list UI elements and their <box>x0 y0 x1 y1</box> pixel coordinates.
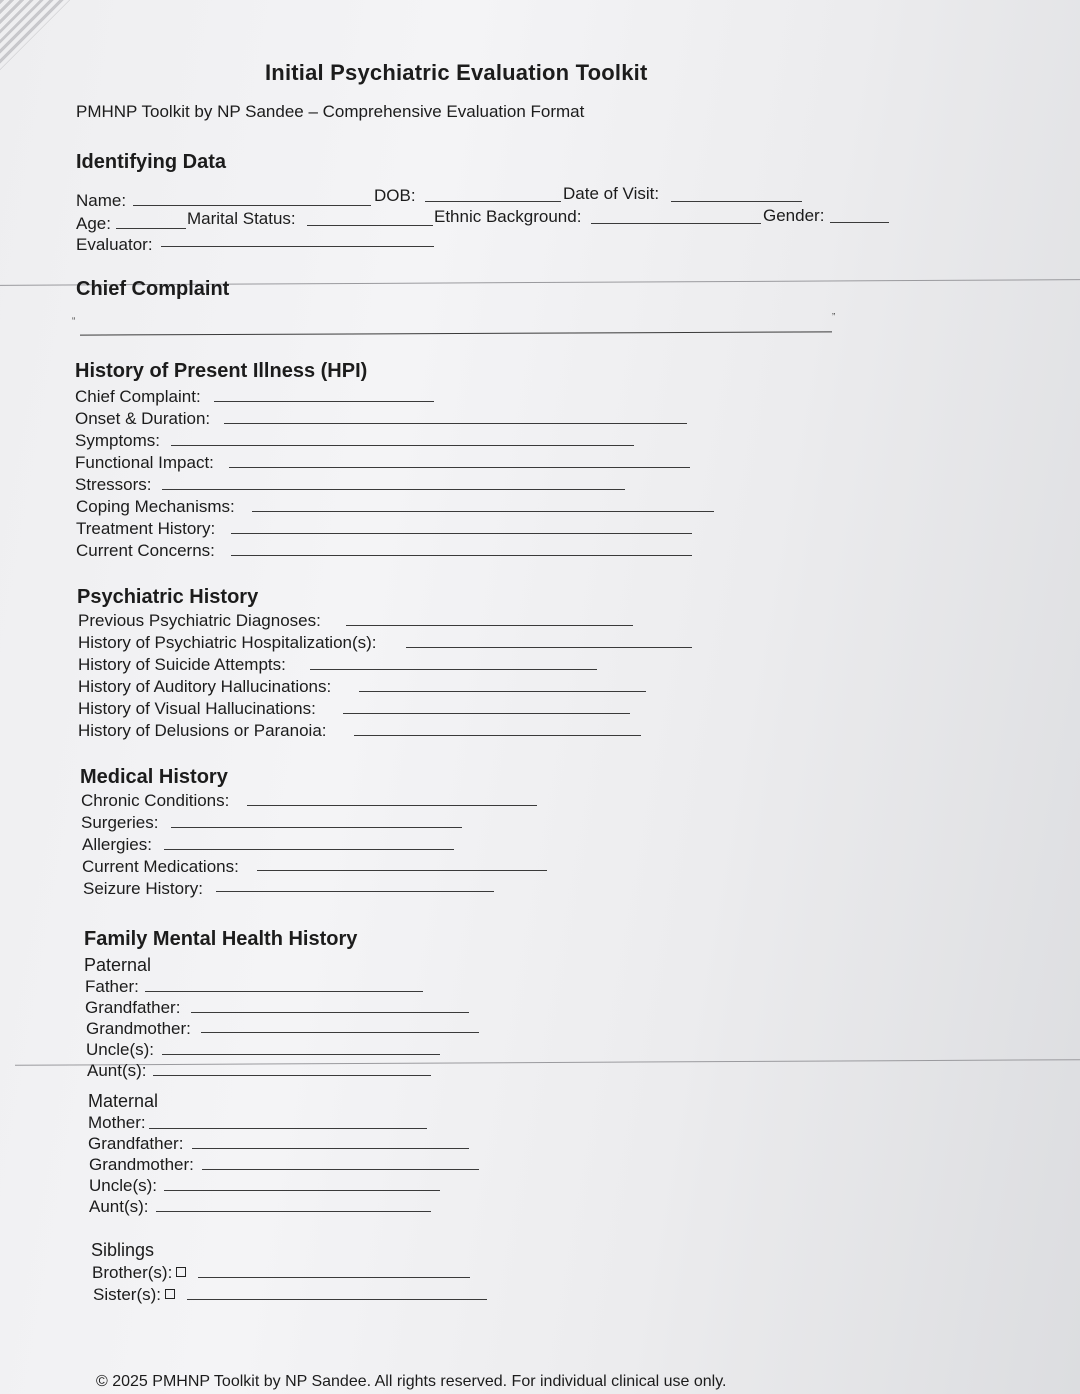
date-of-visit-label: Date of Visit: <box>563 184 660 203</box>
paternal-label: Paternal <box>84 955 152 975</box>
sisters-checkbox[interactable] <box>165 1289 175 1299</box>
brothers-checkbox[interactable] <box>176 1267 186 1277</box>
auditory-hallucinations-field[interactable] <box>359 691 646 692</box>
dob-label: DOB: <box>374 186 416 205</box>
evaluator-field[interactable] <box>161 246 434 247</box>
maternal-uncles-label: Uncle(s): <box>89 1176 158 1195</box>
surgeries-label: Surgeries: <box>81 813 159 832</box>
chief-complaint-field[interactable] <box>80 331 832 335</box>
maternal-label: Maternal <box>88 1091 159 1111</box>
paternal-grandmother-field[interactable] <box>201 1032 479 1033</box>
delusions-paranoia-field[interactable] <box>354 735 641 736</box>
mother-label: Mother: <box>88 1113 146 1132</box>
maternal-aunts-label: Aunt(s): <box>89 1197 149 1216</box>
age-field[interactable] <box>116 228 186 229</box>
hpi-heading: History of Present Illness (HPI) <box>75 360 368 382</box>
functional-impact-label: Functional Impact: <box>75 453 214 472</box>
symptoms-label: Symptoms: <box>75 431 161 450</box>
ethnic-background-label: Ethnic Background: <box>434 207 582 226</box>
onset-duration-label: Onset & Duration: <box>75 409 211 428</box>
paternal-uncles-label: Uncle(s): <box>86 1040 155 1059</box>
age-label: Age: <box>76 214 111 233</box>
page-corner-shadow <box>0 0 70 70</box>
paternal-grandfather-field[interactable] <box>191 1012 469 1013</box>
hpi-chief-complaint-field[interactable] <box>214 401 434 402</box>
open-quote: “ <box>72 316 76 327</box>
sisters-field[interactable] <box>187 1299 487 1300</box>
chronic-conditions-field[interactable] <box>247 805 537 806</box>
father-label: Father: <box>85 977 139 996</box>
current-medications-label: Current Medications: <box>82 857 239 876</box>
medical-history-heading: Medical History <box>80 766 228 788</box>
paternal-grandmother-label: Grandmother: <box>86 1019 191 1038</box>
treatment-history-label: Treatment History: <box>76 519 216 538</box>
allergies-label: Allergies: <box>82 835 152 854</box>
siblings-label: Siblings <box>91 1240 155 1260</box>
seizure-history-field[interactable] <box>216 891 494 892</box>
page-title: Initial Psychiatric Evaluation Toolkit <box>265 60 648 85</box>
treatment-history-field[interactable] <box>231 533 692 534</box>
sisters-label: Sister(s): <box>93 1285 161 1304</box>
chronic-conditions-label: Chronic Conditions: <box>81 791 230 810</box>
coping-mechanisms-label: Coping Mechanisms: <box>76 497 235 516</box>
previous-diagnoses-field[interactable] <box>346 625 633 626</box>
paternal-grandfather-label: Grandfather: <box>85 998 181 1017</box>
suicide-attempts-label: History of Suicide Attempts: <box>78 655 286 674</box>
brothers-label: Brother(s): <box>92 1263 173 1282</box>
mother-field[interactable] <box>149 1128 427 1129</box>
allergies-field[interactable] <box>164 849 454 850</box>
hospitalizations-label: History of Psychiatric Hospitalization(s): <box>78 633 377 652</box>
maternal-grandmother-label: Grandmother: <box>89 1155 194 1174</box>
father-field[interactable] <box>145 991 423 992</box>
page-subtitle: PMHNP Toolkit by NP Sandee – Comprehensive Evaluation Format <box>76 102 585 121</box>
identifying-data-heading: Identifying Data <box>76 151 227 173</box>
previous-diagnoses-label: Previous Psychiatric Diagnoses: <box>78 611 321 630</box>
marital-status-field[interactable] <box>307 225 433 226</box>
paternal-aunts-field[interactable] <box>153 1075 431 1076</box>
seizure-history-label: Seizure History: <box>83 879 203 898</box>
evaluator-label: Evaluator: <box>76 235 153 254</box>
gender-label: Gender: <box>763 206 825 225</box>
brothers-field[interactable] <box>198 1277 470 1278</box>
hpi-chief-complaint-label: Chief Complaint: <box>75 387 201 406</box>
maternal-grandmother-field[interactable] <box>202 1169 479 1170</box>
close-quote: ” <box>832 312 836 323</box>
hospitalizations-field[interactable] <box>406 647 692 648</box>
footer-copyright: © 2025 PMHNP Toolkit by NP Sandee. All rights reserved. For individual clinical use only. <box>96 1373 727 1390</box>
marital-status-label: Marital Status: <box>187 209 296 228</box>
functional-impact-field[interactable] <box>229 467 690 468</box>
surgeries-field[interactable] <box>171 827 462 828</box>
current-medications-field[interactable] <box>257 870 547 871</box>
coping-mechanisms-field[interactable] <box>252 511 714 512</box>
maternal-grandfather-label: Grandfather: <box>88 1134 184 1153</box>
family-history-heading: Family Mental Health History <box>84 928 358 950</box>
date-of-visit-field[interactable] <box>671 201 802 202</box>
visual-hallucinations-field[interactable] <box>343 713 630 714</box>
ethnic-background-field[interactable] <box>591 223 761 224</box>
symptoms-field[interactable] <box>171 445 634 446</box>
psychiatric-history-heading: Psychiatric History <box>77 586 259 608</box>
paternal-aunts-label: Aunt(s): <box>87 1061 147 1080</box>
dob-field[interactable] <box>425 201 561 202</box>
gender-field[interactable] <box>830 222 889 223</box>
stressors-label: Stressors: <box>75 475 152 494</box>
paternal-uncles-field[interactable] <box>162 1054 440 1055</box>
sisters-row <box>93 1285 175 1305</box>
current-concerns-field[interactable] <box>231 555 692 556</box>
name-label: Name: <box>76 191 127 210</box>
visual-hallucinations-label: History of Visual Hallucinations: <box>78 699 316 718</box>
maternal-grandfather-field[interactable] <box>192 1148 469 1149</box>
page-fold-line-lower <box>15 1059 1080 1066</box>
suicide-attempts-field[interactable] <box>310 669 597 670</box>
onset-duration-field[interactable] <box>224 423 687 424</box>
stressors-field[interactable] <box>162 489 625 490</box>
chief-complaint-heading: Chief Complaint <box>76 278 230 300</box>
delusions-paranoia-label: History of Delusions or Paranoia: <box>78 721 327 740</box>
maternal-aunts-field[interactable] <box>156 1211 431 1212</box>
maternal-uncles-field[interactable] <box>164 1190 440 1191</box>
auditory-hallucinations-label: History of Auditory Hallucinations: <box>78 677 332 696</box>
current-concerns-label: Current Concerns: <box>76 541 215 560</box>
brothers-row <box>92 1263 186 1283</box>
name-field[interactable] <box>133 205 371 206</box>
